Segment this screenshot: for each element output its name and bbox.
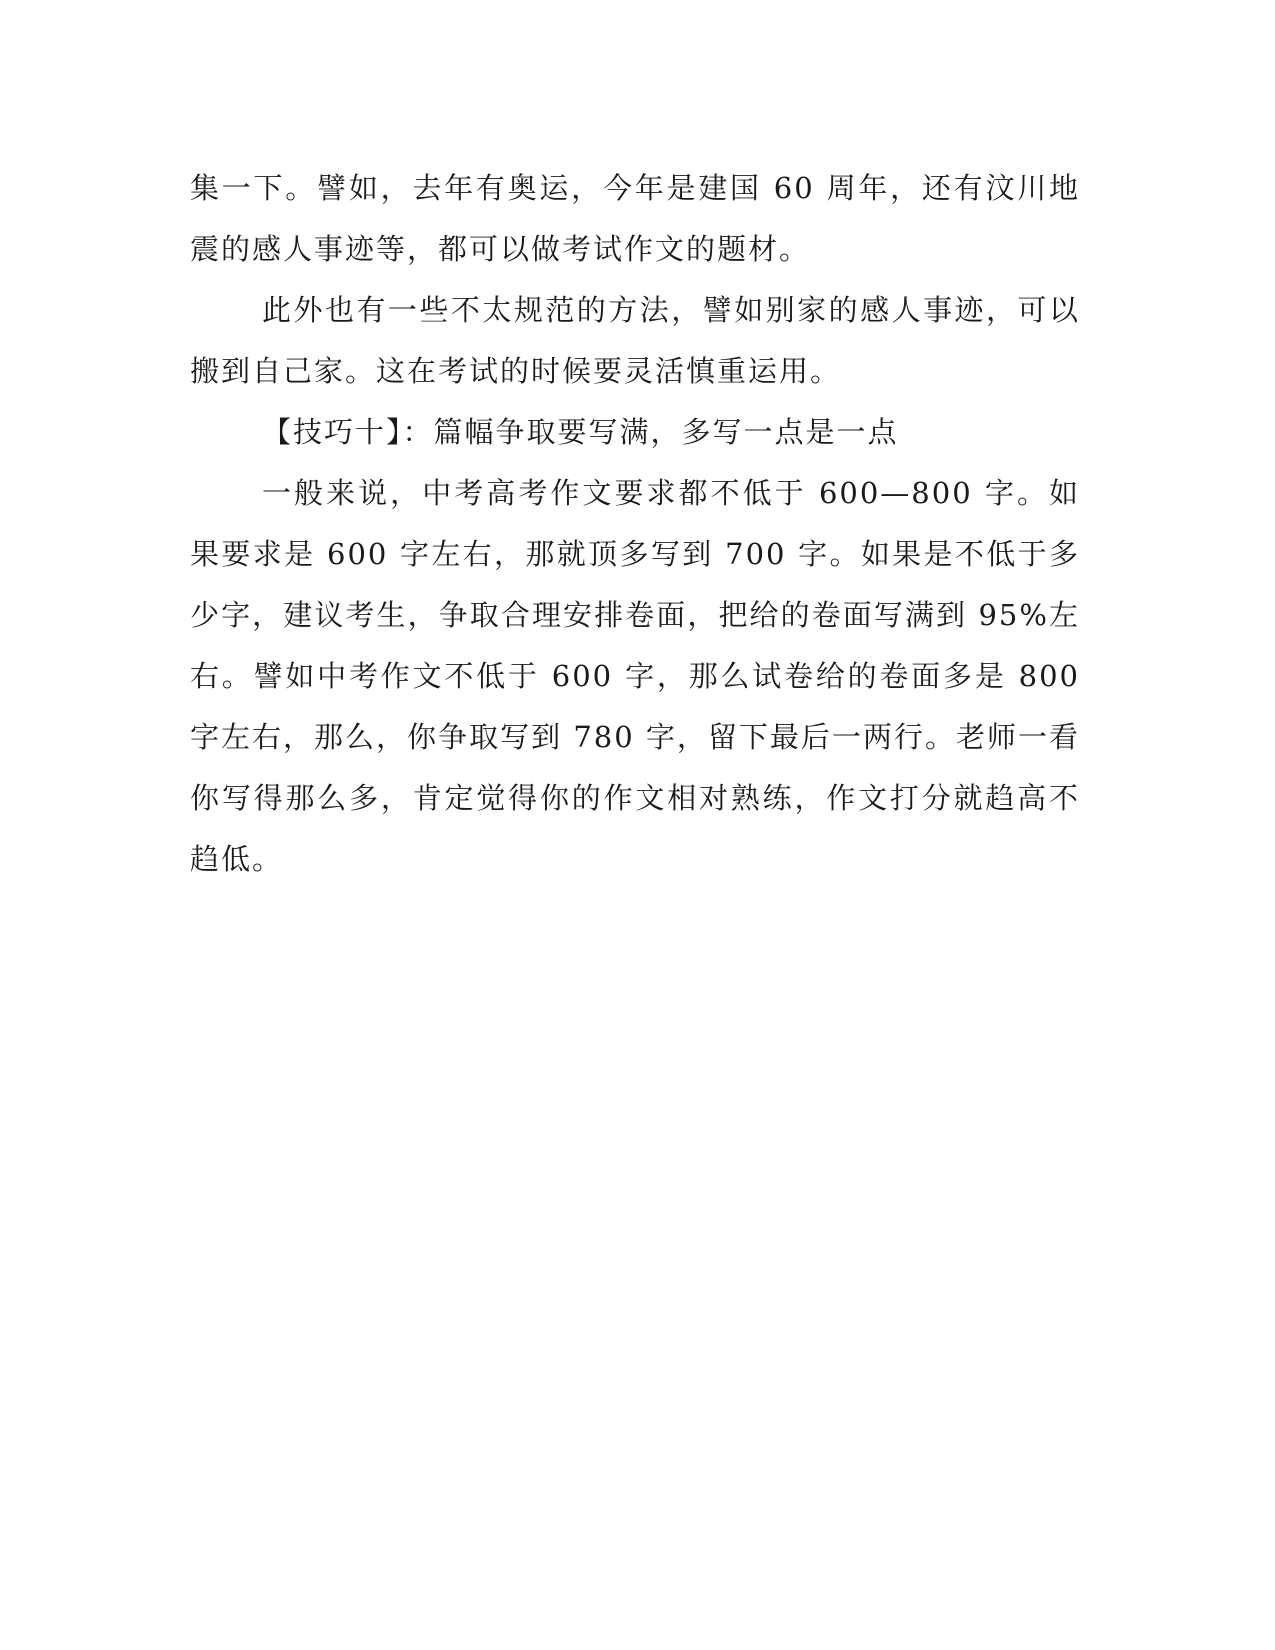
section-heading-tip-ten: 【技巧十】：篇幅争取要写满，多写一点是一点 <box>262 415 899 449</box>
document-body <box>190 158 1080 890</box>
paragraph-method-note: 此外也有一些不太规范的方法，譬如别家的感人事迹，可以搬到自己家。这在考试的时候要灵活慎重运用。 <box>190 293 1080 388</box>
paragraph-continuation: 集一下。譬如，去年有奥运，今年是建国 60 周年，还有汶川地震的感人事迹等，都可以做考试作文的题材。 <box>190 171 1080 266</box>
paragraph-word-count-advice: 一般来说，中考高考作文要求都不低于 600—800 字。如果要求是 600 字左右，那就顶多写到 700 字。如果是不低于多少字，建议考生，争取合理安排卷面，把给的卷面写满到 95%左右。譬如中考作文不低于 600 字，那么试卷给的卷面多是 800 字左右，那么，你争取写到 780 字，留下最后一两行。老师一看你写得那么多，肯定觉得你的作文相对熟练，作文打分就趋高不趋低。 <box>190 476 1080 876</box>
